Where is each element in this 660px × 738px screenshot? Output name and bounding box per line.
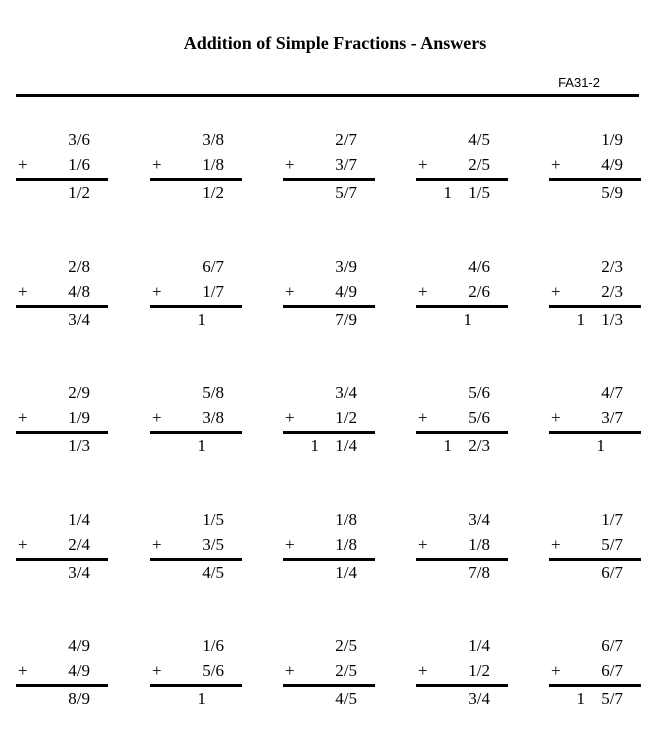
fraction-problem bbox=[150, 636, 242, 726]
plus-sign: + bbox=[285, 408, 295, 427]
sum-line bbox=[16, 558, 108, 561]
answer-whole: 1 bbox=[596, 436, 605, 455]
second-addend: 2/5 bbox=[468, 155, 490, 174]
fraction-problem bbox=[416, 257, 508, 347]
plus-sign: + bbox=[18, 535, 28, 554]
first-addend: 3/8 bbox=[202, 130, 224, 149]
fraction-problem bbox=[283, 510, 375, 600]
first-addend: 1/8 bbox=[335, 510, 357, 529]
plus-sign: + bbox=[152, 155, 162, 174]
second-addend: 3/5 bbox=[202, 535, 224, 554]
second-addend: 2/4 bbox=[68, 535, 90, 554]
first-addend: 2/5 bbox=[335, 636, 357, 655]
sum-line bbox=[416, 558, 508, 561]
plus-sign: + bbox=[18, 282, 28, 301]
fraction-problem bbox=[283, 130, 375, 220]
plus-sign: + bbox=[285, 282, 295, 301]
second-addend: 1/9 bbox=[68, 408, 90, 427]
second-addend: 1/2 bbox=[468, 661, 490, 680]
plus-sign: + bbox=[551, 282, 561, 301]
sum-line bbox=[549, 178, 641, 181]
first-addend: 5/6 bbox=[468, 383, 490, 402]
second-addend: 3/8 bbox=[202, 408, 224, 427]
answer-fraction: 5/7 bbox=[335, 183, 357, 202]
fraction-problem bbox=[283, 383, 375, 473]
fraction-problem bbox=[416, 383, 508, 473]
plus-sign: + bbox=[551, 155, 561, 174]
answer-fraction: 3/4 bbox=[68, 563, 90, 582]
sum-line bbox=[16, 684, 108, 687]
fraction-problem bbox=[150, 257, 242, 347]
plus-sign: + bbox=[551, 408, 561, 427]
first-addend: 1/5 bbox=[202, 510, 224, 529]
plus-sign: + bbox=[551, 661, 561, 680]
plus-sign: + bbox=[152, 535, 162, 554]
fraction-problem bbox=[416, 130, 508, 220]
fraction-problem bbox=[416, 510, 508, 600]
second-addend: 4/8 bbox=[68, 282, 90, 301]
answer-whole: 1 bbox=[576, 689, 585, 708]
fraction-problem bbox=[16, 257, 108, 347]
sum-line bbox=[283, 684, 375, 687]
plus-sign: + bbox=[418, 155, 428, 174]
answer-whole: 1 bbox=[310, 436, 319, 455]
first-addend: 1/7 bbox=[601, 510, 623, 529]
plus-sign: + bbox=[418, 661, 428, 680]
answer-whole: 1 bbox=[197, 689, 206, 708]
first-addend: 3/9 bbox=[335, 257, 357, 276]
plus-sign: + bbox=[152, 661, 162, 680]
second-addend: 5/6 bbox=[202, 661, 224, 680]
answer-whole: 1 bbox=[463, 310, 472, 329]
first-addend: 4/7 bbox=[601, 383, 623, 402]
answer-fraction: 1/4 bbox=[335, 563, 357, 582]
first-addend: 2/8 bbox=[68, 257, 90, 276]
second-addend: 2/3 bbox=[601, 282, 623, 301]
answer-fraction: 1/3 bbox=[68, 436, 90, 455]
first-addend: 1/6 bbox=[202, 636, 224, 655]
fraction-problem bbox=[549, 257, 641, 347]
second-addend: 2/6 bbox=[468, 282, 490, 301]
sum-line bbox=[416, 684, 508, 687]
answer-fraction: 4/5 bbox=[335, 689, 357, 708]
answer-fraction: 8/9 bbox=[68, 689, 90, 708]
fraction-problem bbox=[283, 257, 375, 347]
sum-line bbox=[16, 431, 108, 434]
sum-line bbox=[283, 558, 375, 561]
answer-fraction: 7/9 bbox=[335, 310, 357, 329]
plus-sign: + bbox=[418, 535, 428, 554]
fraction-problem bbox=[549, 510, 641, 600]
plus-sign: + bbox=[18, 155, 28, 174]
sum-line bbox=[416, 431, 508, 434]
first-addend: 5/8 bbox=[202, 383, 224, 402]
answer-fraction: 5/9 bbox=[601, 183, 623, 202]
fraction-problem bbox=[150, 130, 242, 220]
answer-fraction: 5/7 bbox=[601, 689, 623, 708]
fraction-problem bbox=[150, 383, 242, 473]
answer-fraction: 3/4 bbox=[68, 310, 90, 329]
sum-line bbox=[549, 684, 641, 687]
second-addend: 4/9 bbox=[601, 155, 623, 174]
second-addend: 1/8 bbox=[335, 535, 357, 554]
second-addend: 3/7 bbox=[601, 408, 623, 427]
fraction-problem bbox=[416, 636, 508, 726]
second-addend: 4/9 bbox=[68, 661, 90, 680]
fraction-problem bbox=[283, 636, 375, 726]
answer-whole: 1 bbox=[197, 310, 206, 329]
fraction-problem bbox=[549, 383, 641, 473]
first-addend: 6/7 bbox=[202, 257, 224, 276]
first-addend: 2/7 bbox=[335, 130, 357, 149]
sum-line bbox=[16, 178, 108, 181]
plus-sign: + bbox=[18, 661, 28, 680]
sum-line bbox=[283, 178, 375, 181]
first-addend: 1/9 bbox=[601, 130, 623, 149]
first-addend: 3/4 bbox=[335, 383, 357, 402]
first-addend: 1/4 bbox=[68, 510, 90, 529]
first-addend: 3/4 bbox=[468, 510, 490, 529]
sum-line bbox=[549, 305, 641, 308]
answer-fraction: 6/7 bbox=[601, 563, 623, 582]
second-addend: 6/7 bbox=[601, 661, 623, 680]
answer-fraction: 3/4 bbox=[468, 689, 490, 708]
sum-line bbox=[283, 431, 375, 434]
first-addend: 4/6 bbox=[468, 257, 490, 276]
sum-line bbox=[416, 178, 508, 181]
answer-fraction: 1/2 bbox=[68, 183, 90, 202]
answer-fraction: 1/3 bbox=[601, 310, 623, 329]
sum-line bbox=[549, 431, 641, 434]
answer-fraction: 1/2 bbox=[202, 183, 224, 202]
plus-sign: + bbox=[551, 535, 561, 554]
fraction-problem bbox=[16, 130, 108, 220]
first-addend: 1/4 bbox=[468, 636, 490, 655]
fraction-problem bbox=[16, 510, 108, 600]
answer-fraction: 1/5 bbox=[468, 183, 490, 202]
answer-fraction: 2/3 bbox=[468, 436, 490, 455]
answer-fraction: 1/4 bbox=[335, 436, 357, 455]
second-addend: 3/7 bbox=[335, 155, 357, 174]
sum-line bbox=[150, 558, 242, 561]
second-addend: 1/8 bbox=[468, 535, 490, 554]
plus-sign: + bbox=[152, 408, 162, 427]
answer-whole: 1 bbox=[443, 436, 452, 455]
second-addend: 1/2 bbox=[335, 408, 357, 427]
second-addend: 4/9 bbox=[335, 282, 357, 301]
sum-line bbox=[549, 558, 641, 561]
fraction-problem bbox=[16, 636, 108, 726]
plus-sign: + bbox=[285, 661, 295, 680]
worksheet-title: Addition of Simple Fractions - Answers bbox=[183, 33, 487, 53]
fraction-problem bbox=[16, 383, 108, 473]
plus-sign: + bbox=[418, 408, 428, 427]
sum-line bbox=[283, 305, 375, 308]
sum-line bbox=[416, 305, 508, 308]
second-addend: 1/7 bbox=[202, 282, 224, 301]
header-rule bbox=[16, 94, 639, 97]
sum-line bbox=[16, 305, 108, 308]
plus-sign: + bbox=[18, 408, 28, 427]
plus-sign: + bbox=[285, 535, 295, 554]
answer-whole: 1 bbox=[443, 183, 452, 202]
fraction-problem bbox=[549, 130, 641, 220]
answer-whole: 1 bbox=[576, 310, 585, 329]
plus-sign: + bbox=[418, 282, 428, 301]
answer-fraction: 4/5 bbox=[202, 563, 224, 582]
answer-fraction: 7/8 bbox=[468, 563, 490, 582]
sum-line bbox=[150, 305, 242, 308]
second-addend: 2/5 bbox=[335, 661, 357, 680]
first-addend: 2/9 bbox=[68, 383, 90, 402]
second-addend: 5/7 bbox=[601, 535, 623, 554]
first-addend: 3/6 bbox=[68, 130, 90, 149]
sum-line bbox=[150, 178, 242, 181]
first-addend: 4/9 bbox=[68, 636, 90, 655]
worksheet-code: FA31-2 bbox=[558, 75, 600, 90]
first-addend: 6/7 bbox=[601, 636, 623, 655]
sum-line bbox=[150, 431, 242, 434]
second-addend: 1/8 bbox=[202, 155, 224, 174]
fraction-problem bbox=[150, 510, 242, 600]
answer-whole: 1 bbox=[197, 436, 206, 455]
sum-line bbox=[150, 684, 242, 687]
first-addend: 4/5 bbox=[468, 130, 490, 149]
second-addend: 5/6 bbox=[468, 408, 490, 427]
fraction-problem bbox=[549, 636, 641, 726]
second-addend: 1/6 bbox=[68, 155, 90, 174]
plus-sign: + bbox=[152, 282, 162, 301]
first-addend: 2/3 bbox=[601, 257, 623, 276]
plus-sign: + bbox=[285, 155, 295, 174]
